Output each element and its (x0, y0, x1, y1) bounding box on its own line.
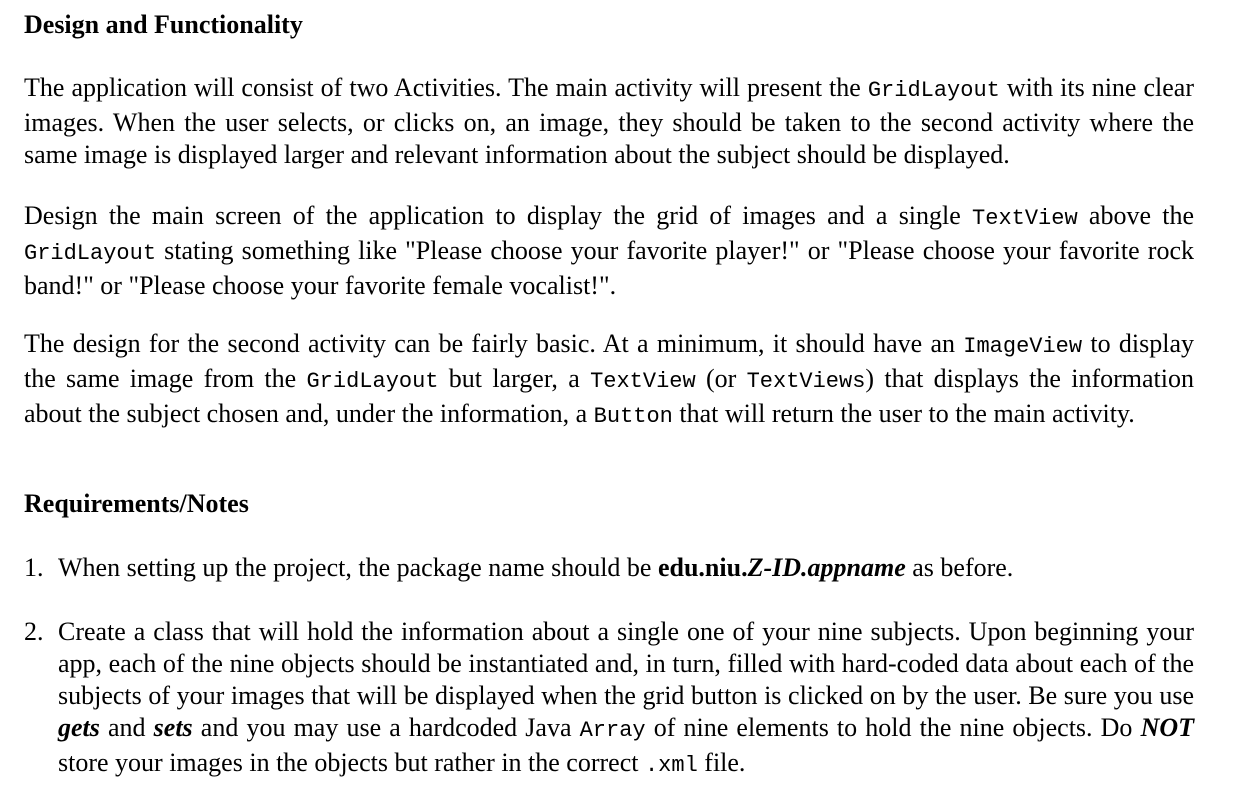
code-gridlayout: GridLayout (867, 78, 1000, 103)
list-number: 2. (24, 617, 44, 646)
list-item-2 (24, 616, 1194, 782)
text-run: of nine elements to hold the nine objects. Do (645, 713, 1141, 742)
text-run: Design the main screen of the application to display the grid of images and a single (24, 201, 973, 230)
code-gridlayout: GridLayout (306, 369, 439, 394)
text-run: store your images in the objects but rather in the correct (58, 748, 645, 777)
text-run: to display the same image from the (24, 329, 1194, 393)
list-item-text (58, 616, 1194, 782)
text-run: Create a class that will hold the information about a single one of your nine subjects. Upon beginning your app, each of the nine objects should be instantiated and, in turn, filled with hard-coded data about each of the subjects of your images that will be displayed when the grid button is clicked on by the user. Be sure you use (58, 617, 1194, 710)
text-run: as before. (905, 553, 1014, 582)
code-xml: .xml (644, 753, 698, 778)
text-run: The design for the second activity can be fairly basic. At a minimum, it should have an (24, 329, 964, 358)
package-name-bold: edu.niu. (657, 553, 748, 582)
text-run: The application will consist of two Activities. The main activity will present the (24, 73, 868, 102)
paragraph-second-activity (24, 328, 1194, 433)
emphasis-gets: gets (58, 713, 100, 742)
text-run: with its nine clear images. When the user selects, or clicks on, an image, they should be taken to the second activity where the same image is displayed larger and relevant information about the subject should be displayed. (24, 73, 1194, 169)
text-run: When setting up the project, the package name should be (58, 553, 658, 582)
section-heading-design: Design and Functionality (24, 10, 303, 39)
emphasis-sets: sets (153, 713, 193, 742)
text-run: file. (697, 748, 746, 777)
code-button: Button (593, 404, 673, 429)
list-item-text (58, 552, 1194, 584)
code-textview: TextView (590, 369, 696, 394)
text-run: that will return the user to the main activity. (672, 399, 1135, 428)
code-textviews: TextViews (746, 369, 866, 394)
text-run: ) that displays the information about the subject chosen and, under the information, a (24, 364, 1194, 428)
paragraph-main-screen (24, 200, 1194, 302)
code-array: Array (579, 718, 646, 743)
emphasis-not: NOT (1140, 713, 1194, 742)
list-number: 1. (24, 553, 44, 582)
package-name-bold-italic: Z-ID.appname (747, 553, 906, 582)
list-item-1 (24, 552, 1194, 584)
text-run: and (99, 713, 154, 742)
text-run: (or (695, 364, 747, 393)
code-textview: TextView (972, 206, 1078, 231)
text-run: above the (1077, 201, 1194, 230)
code-gridlayout: GridLayout (24, 241, 157, 266)
section-heading-requirements: Requirements/Notes (24, 489, 249, 518)
text-run: and you may use a hardcoded Java (192, 713, 580, 742)
code-imageview: ImageView (963, 334, 1083, 359)
text-run: stating something like "Please choose your favorite player!" or "Please choose your favorite rock band!" or "Please choose your favorite female vocalist!". (24, 236, 1194, 300)
paragraph-activities (24, 72, 1194, 171)
text-run: but larger, a (438, 364, 591, 393)
